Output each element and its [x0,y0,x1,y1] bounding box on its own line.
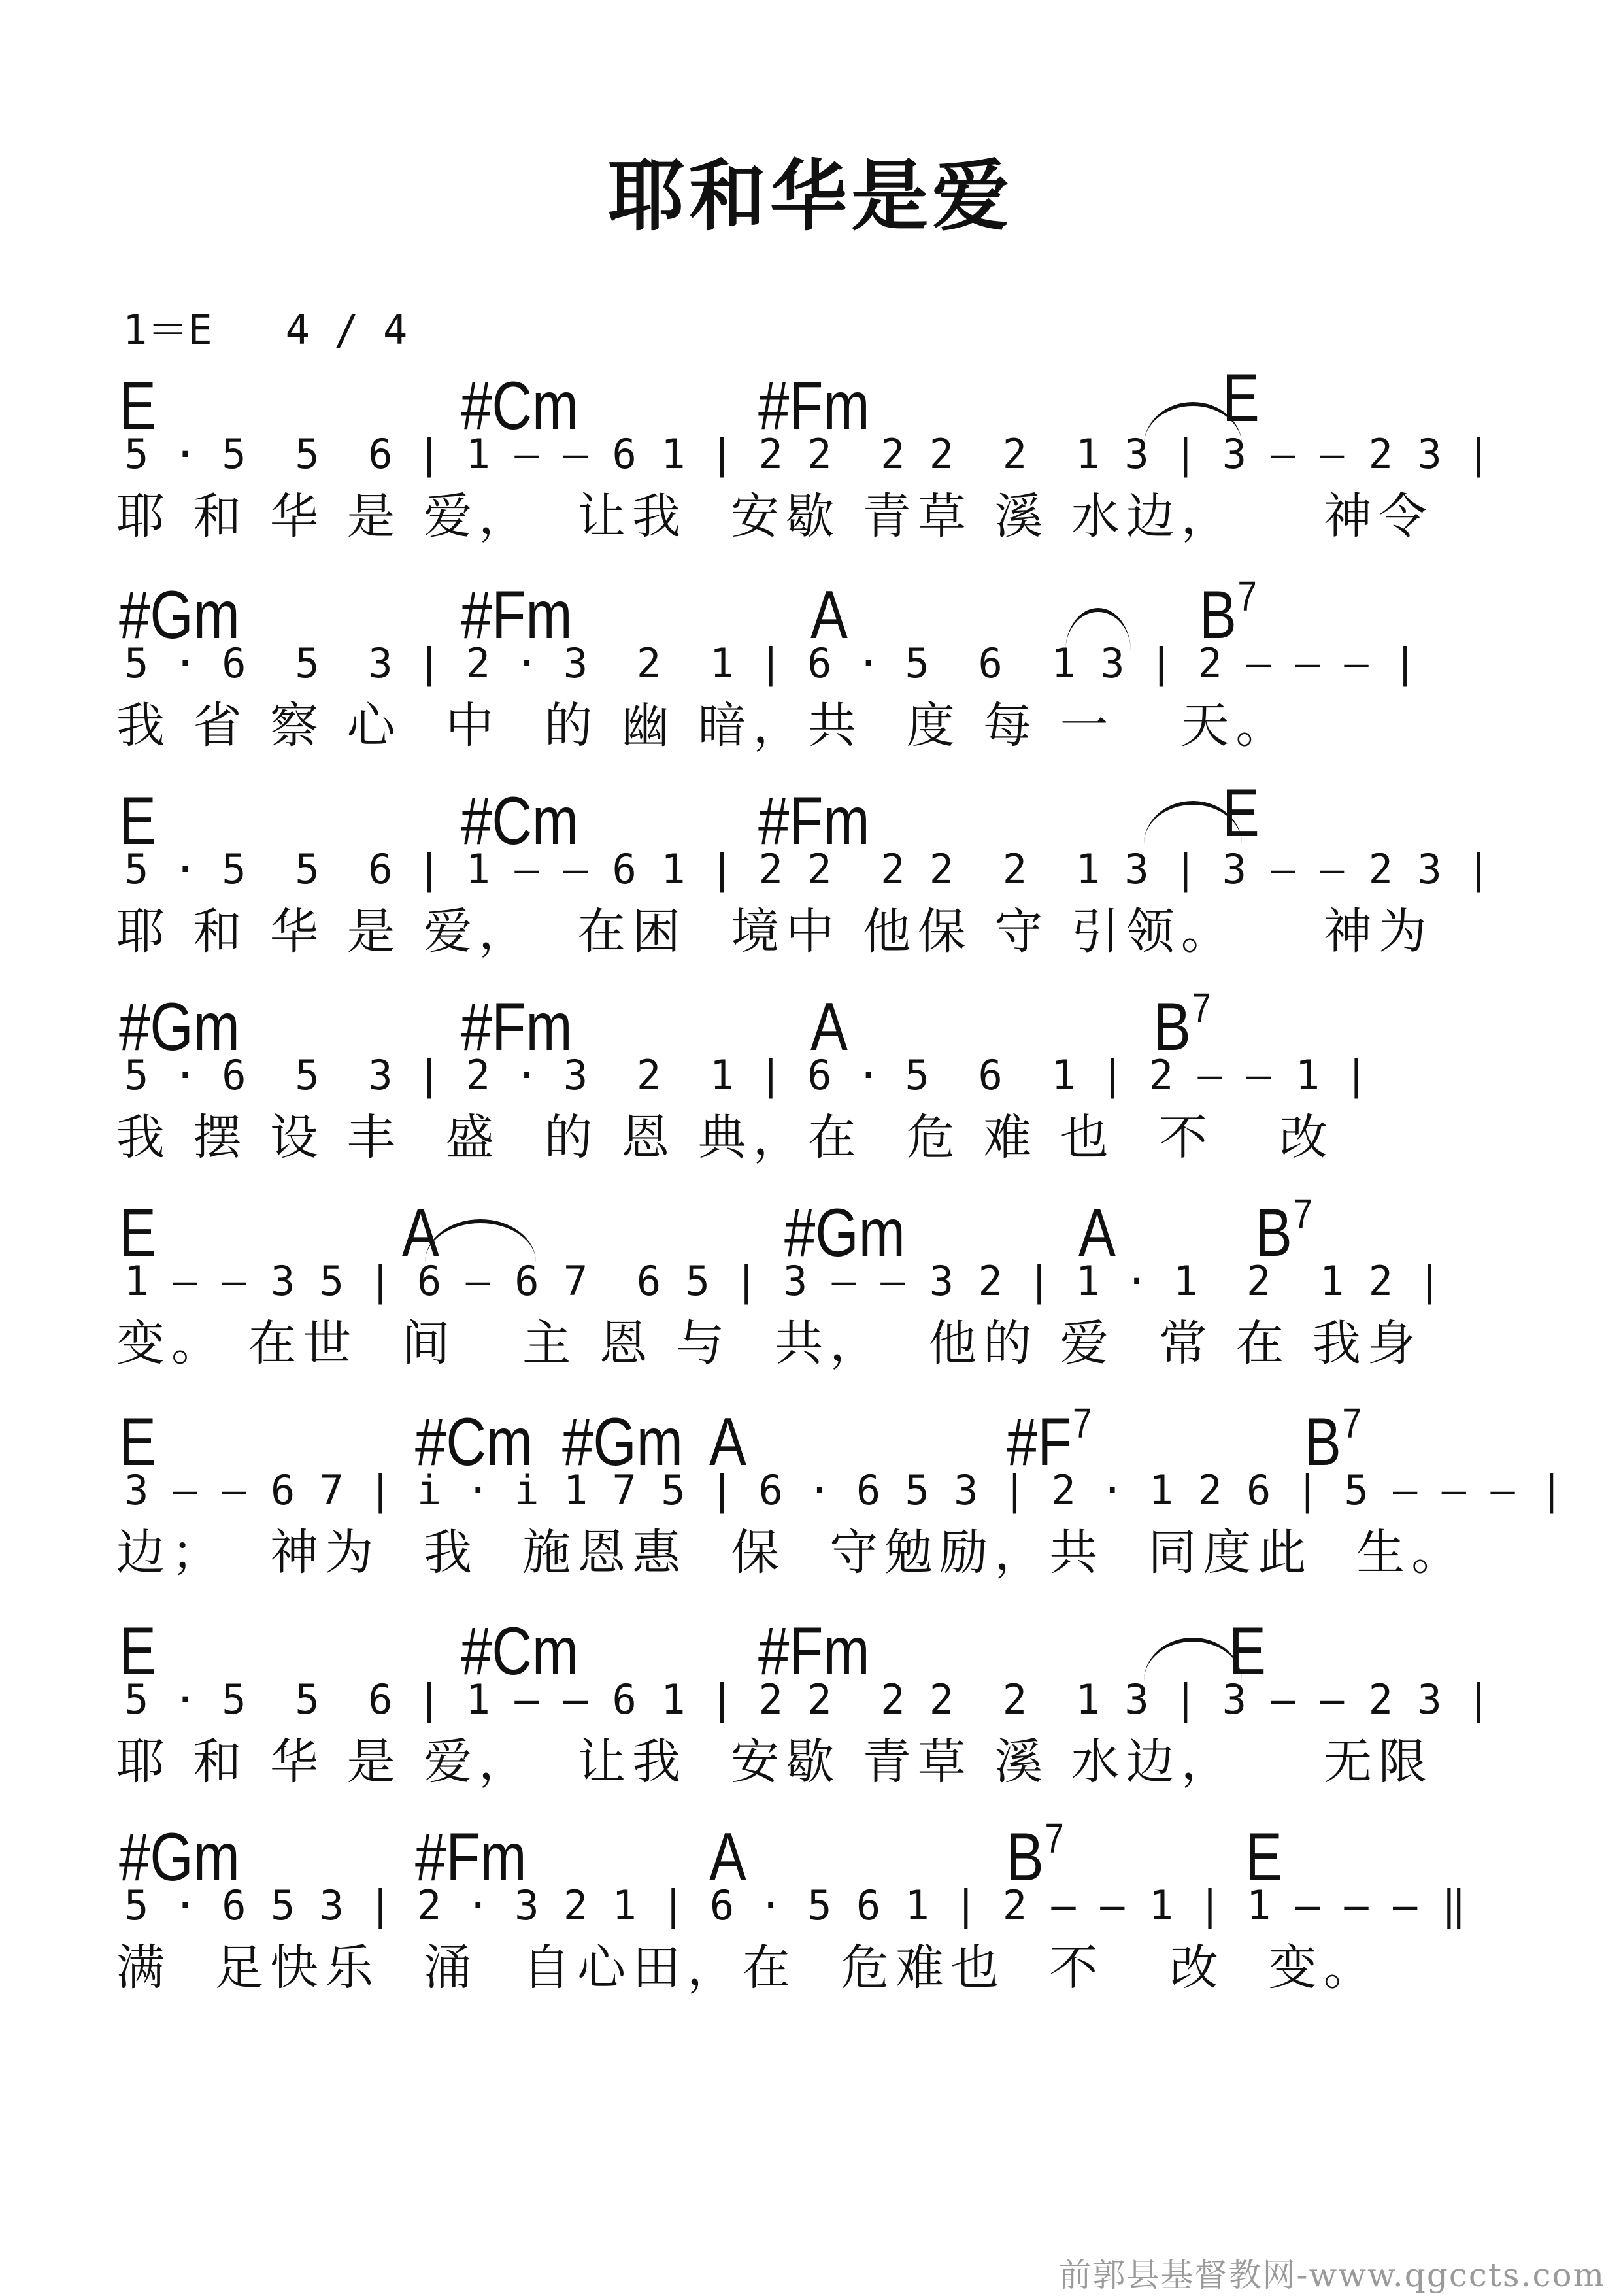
lyrics-row [0,484,1621,549]
chord: $B^7$ [1255,1190,1312,1271]
notation-row [0,1674,1621,1726]
chord: A [811,989,848,1065]
chord: #Cm [461,1613,579,1689]
chord: #Fm [758,1613,870,1689]
chord: $B^7$ [1199,573,1257,653]
notation-row [0,637,1621,690]
notation-row [0,428,1621,481]
lyrics-row [0,899,1621,964]
chord: E [119,1404,156,1480]
system-4 [0,964,1621,1173]
lyrics-text: 耶 和 华 是 爱， 在困 境中 他保 守 引领。 神为 [116,903,1433,960]
lyrics-text: 边； 神为 我 施恩惠 保 守勉励，共 同度此 生。 [116,1525,1467,1581]
chord-row [0,343,1621,444]
chord: #Fm [415,1819,527,1895]
notation-row [0,1464,1621,1517]
lyrics-text: 我 省 察 心 中 的 幽 暗，共 度 每 一 天。 [116,698,1291,754]
system-8 [0,1795,1621,2004]
chord: E [1222,775,1260,851]
chord: E [119,1613,156,1689]
lyrics-text: 满 足快乐 涌 自心田，在 危难也 不 改 变。 [116,1940,1379,1996]
notation-text: 5 · 6 5 3 | 2 · 3 2 1 | 6 · 5 6 1 | 2 — — 1 | 1 — — — ‖ [124,1882,1466,1929]
notation-text: 5 · 5 5 6 | 1 — — 6 1 | 2 2 2 2 2 1 3 | 3 — — 2 3 | [124,845,1491,893]
system-2 [0,552,1621,762]
notation-row [0,843,1621,896]
notation-text: 5 · 5 5 6 | 1 — — 6 1 | 2 2 2 2 2 1 3 | 3 — — 2 3 | [124,1676,1491,1723]
chord-row [0,552,1621,653]
system-5 [0,1170,1621,1379]
chord: A [1078,1195,1116,1271]
chord: $B^7$ [1154,985,1211,1065]
chord: $\#F^7$ [1007,1400,1092,1480]
chord-row [0,1379,1621,1480]
chord: A [709,1404,746,1480]
chord: A [811,577,848,653]
chord-row [0,1589,1621,1689]
lyrics-row [0,693,1621,758]
chord: E [1229,1613,1266,1689]
system-6 [0,1379,1621,1589]
chord: #Gm [119,989,240,1065]
system-1 [0,343,1621,552]
lyrics-text: 我 摆 设 丰 盛 的 恩 典，在 危 难 也 不 改 [116,1109,1335,1166]
lyrics-text: 耶 和 华 是 爱， 让我 安歇 青草 溪 水边， 神令 [116,488,1433,545]
website-watermark: 前郭县基督教网-www.qgccts.com [1058,2256,1605,2294]
chord: #Gm [119,1819,240,1895]
song-title: 耶和华是爱 [607,151,1013,241]
notation-row [0,1880,1621,1932]
notation-text: 5 · 6 5 3 | 2 · 3 2 1 | 6 · 5 6 1 | 2 — — 1 | [124,1051,1369,1099]
chord: E [1245,1819,1282,1895]
chord: E [119,368,156,444]
notation-text: 5 · 5 5 6 | 1 — — 6 1 | 2 2 2 2 2 1 3 | 3 — — 2 3 | [124,430,1491,478]
notation-text: 5 · 6 5 3 | 2 · 3 2 1 | 6 · 5 6 1 3 | 2 — — — | [124,639,1418,687]
lyrics-row [0,1935,1621,2001]
chord: #Gm [562,1404,683,1480]
chord-row [0,1170,1621,1271]
chord: #Fm [461,989,573,1065]
chord: #Cm [461,368,579,444]
chord: E [119,1195,156,1271]
chord: E [1222,360,1260,436]
chord: #Cm [461,783,579,859]
lyrics-row [0,1729,1621,1795]
key-signature: 1＝E 4 / 4 [123,306,408,354]
chord: $B^7$ [1007,1815,1064,1895]
chord: #Gm [119,577,240,653]
chord: #Cm [415,1404,533,1480]
chord: #Gm [784,1195,905,1271]
lyrics-row [0,1105,1621,1170]
chord: #Fm [758,368,870,444]
chord: A [709,1819,746,1895]
chord: $B^7$ [1304,1400,1362,1480]
system-3 [0,758,1621,968]
chord: E [119,783,156,859]
chord: #Fm [461,577,573,653]
notation-text: 1 — — 3 5 | 6 — 6 7 6 5 | 3 — — 3 2 | 1 · 1 2 1 2 | [124,1257,1442,1305]
lyrics-text: 耶 和 华 是 爱， 让我 安歇 青草 溪 水边， 无限 [116,1734,1433,1790]
notation-text: 3 — — 6 7 | i · i 1 7 5 | 6 · 6 5 3 | 2 · 1 2 6 | 5 — — — | [124,1466,1564,1514]
notation-row [0,1255,1621,1308]
chord: #Fm [758,783,870,859]
chord-row [0,758,1621,859]
chord: A [402,1195,439,1271]
lyrics-row [0,1311,1621,1376]
system-7 [0,1589,1621,1798]
chord-row [0,964,1621,1065]
lyrics-row [0,1520,1621,1585]
chord-row [0,1795,1621,1895]
notation-row [0,1049,1621,1102]
lyrics-text: 变。 在世 间 主 恩 与 共， 他的 爱 常 在 我身 [116,1315,1422,1372]
